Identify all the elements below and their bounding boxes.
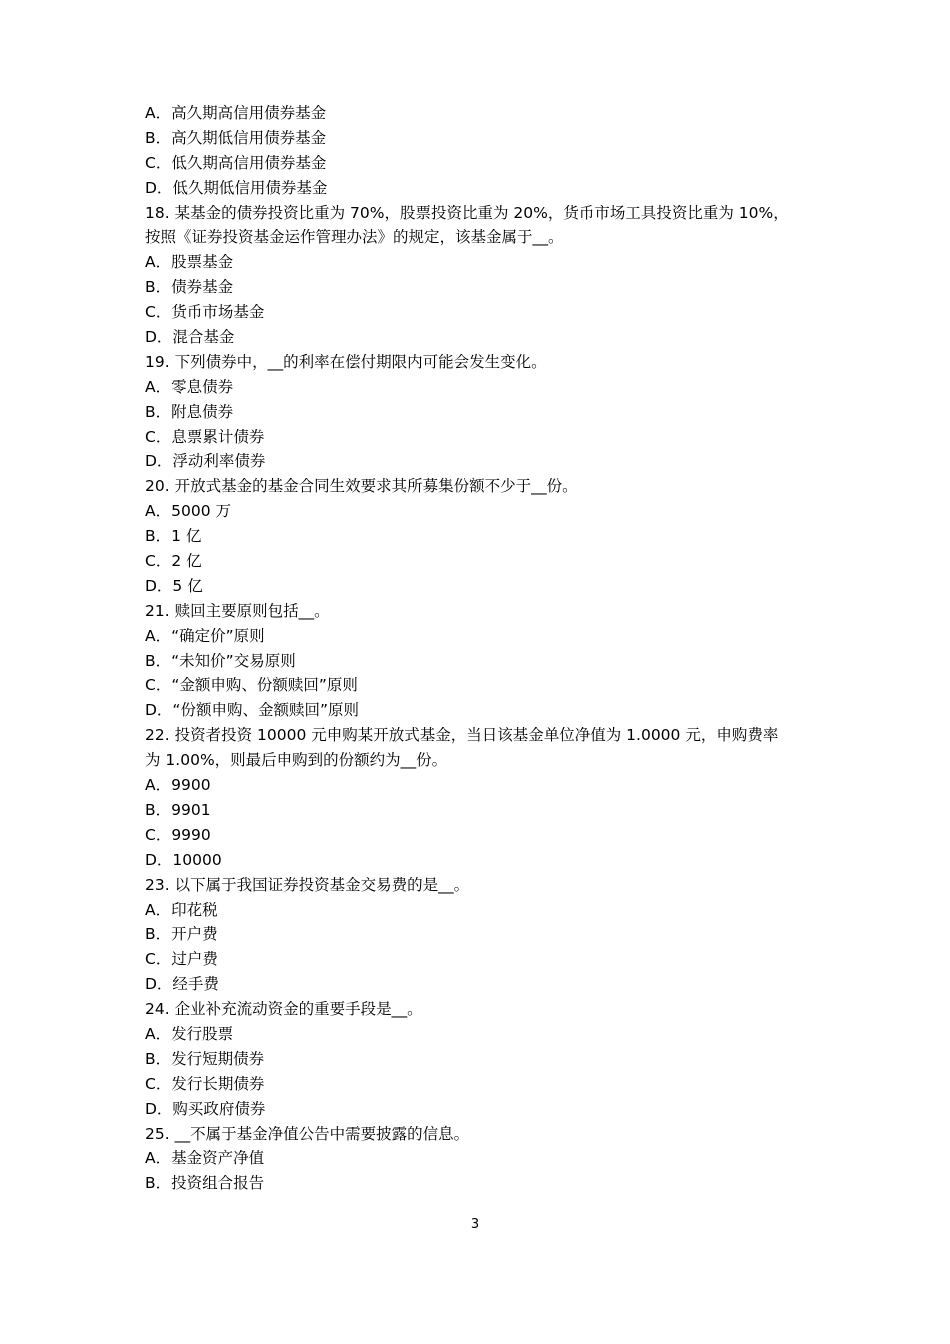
answer-option: A．发行股票 — [145, 1024, 234, 1043]
page-number: 3 — [470, 1217, 480, 1232]
question-list — [145, 101, 810, 1196]
answer-option: C．9990 — [145, 825, 211, 844]
question-text-line: 为 1.00%，则最后申购到的份额约为__份。 — [145, 751, 448, 770]
answer-option: D．经手费 — [145, 975, 219, 994]
answer-option: D．混合基金 — [145, 328, 235, 347]
answer-option: A．5000 万 — [145, 502, 231, 521]
question-text-line: 20. 开放式基金的基金合同生效要求其所募集份额不少于__份。 — [145, 477, 578, 496]
answer-option: B．1 亿 — [145, 527, 202, 546]
answer-option: C．过户费 — [145, 950, 218, 969]
answer-option: C．货币市场基金 — [145, 303, 265, 322]
answer-option: A．印花税 — [145, 900, 218, 919]
answer-option: B．开户费 — [145, 925, 218, 944]
answer-option: C．“金额申购、份额赎回”原则 — [145, 676, 358, 695]
question-text-line: 19. 下列债券中，__的利率在偿付期限内可能会发生变化。 — [145, 352, 547, 371]
answer-option: A．零息债券 — [145, 377, 234, 396]
answer-option: D．“份额申购、金额赎回”原则 — [145, 701, 359, 720]
question-text-line: 23. 以下属于我国证券投资基金交易费的是__。 — [145, 875, 470, 894]
answer-option: C．发行长期债券 — [145, 1074, 265, 1093]
question-text-line: 24. 企业补充流动资金的重要手段是__。 — [145, 1000, 423, 1019]
answer-option: C．息票累计债券 — [145, 427, 265, 446]
question-text-line: 22. 投资者投资 10000 元申购某开放式基金，当日该基金单位净值为 1.0000 元，申购费率 — [145, 726, 779, 745]
answer-option: C．低久期高信用债券基金 — [145, 153, 327, 172]
answer-option: A．高久期高信用债券基金 — [145, 104, 327, 122]
answer-option: B．投资组合报告 — [145, 1174, 265, 1193]
question-text-line: 25. __不属于基金净值公告中需要披露的信息。 — [145, 1124, 470, 1143]
question-text-line: 21. 赎回主要原则包括__。 — [145, 601, 330, 620]
answer-option: B．附息债券 — [145, 402, 234, 421]
question-text-line: 按照《证券投资基金运作管理办法》的规定，该基金属于__。 — [145, 228, 564, 247]
answer-option: A．9900 — [145, 776, 211, 795]
answer-option: A．股票基金 — [145, 253, 234, 272]
answer-option: B．债券基金 — [145, 278, 234, 297]
answer-option: B．高久期低信用债券基金 — [145, 128, 327, 147]
answer-option: D．5 亿 — [145, 576, 203, 595]
answer-option: D．10000 — [145, 850, 222, 869]
answer-option: B．“未知价”交易原则 — [145, 651, 296, 670]
answer-option: B．9901 — [145, 800, 211, 819]
answer-option: D．购买政府债券 — [145, 1099, 266, 1118]
answer-option: C．2 亿 — [145, 552, 202, 571]
answer-option: A．基金资产净值 — [145, 1149, 265, 1168]
answer-option: D．低久期低信用债券基金 — [145, 178, 328, 197]
answer-option: B．发行短期债券 — [145, 1049, 265, 1068]
question-text-line: 18. 某基金的债券投资比重为 70%，股票投资比重为 20%，货币市场工具投资比重为 10%， — [145, 203, 789, 222]
answer-option: A．“确定价”原则 — [145, 626, 265, 645]
answer-option: D．浮动利率债券 — [145, 452, 266, 471]
